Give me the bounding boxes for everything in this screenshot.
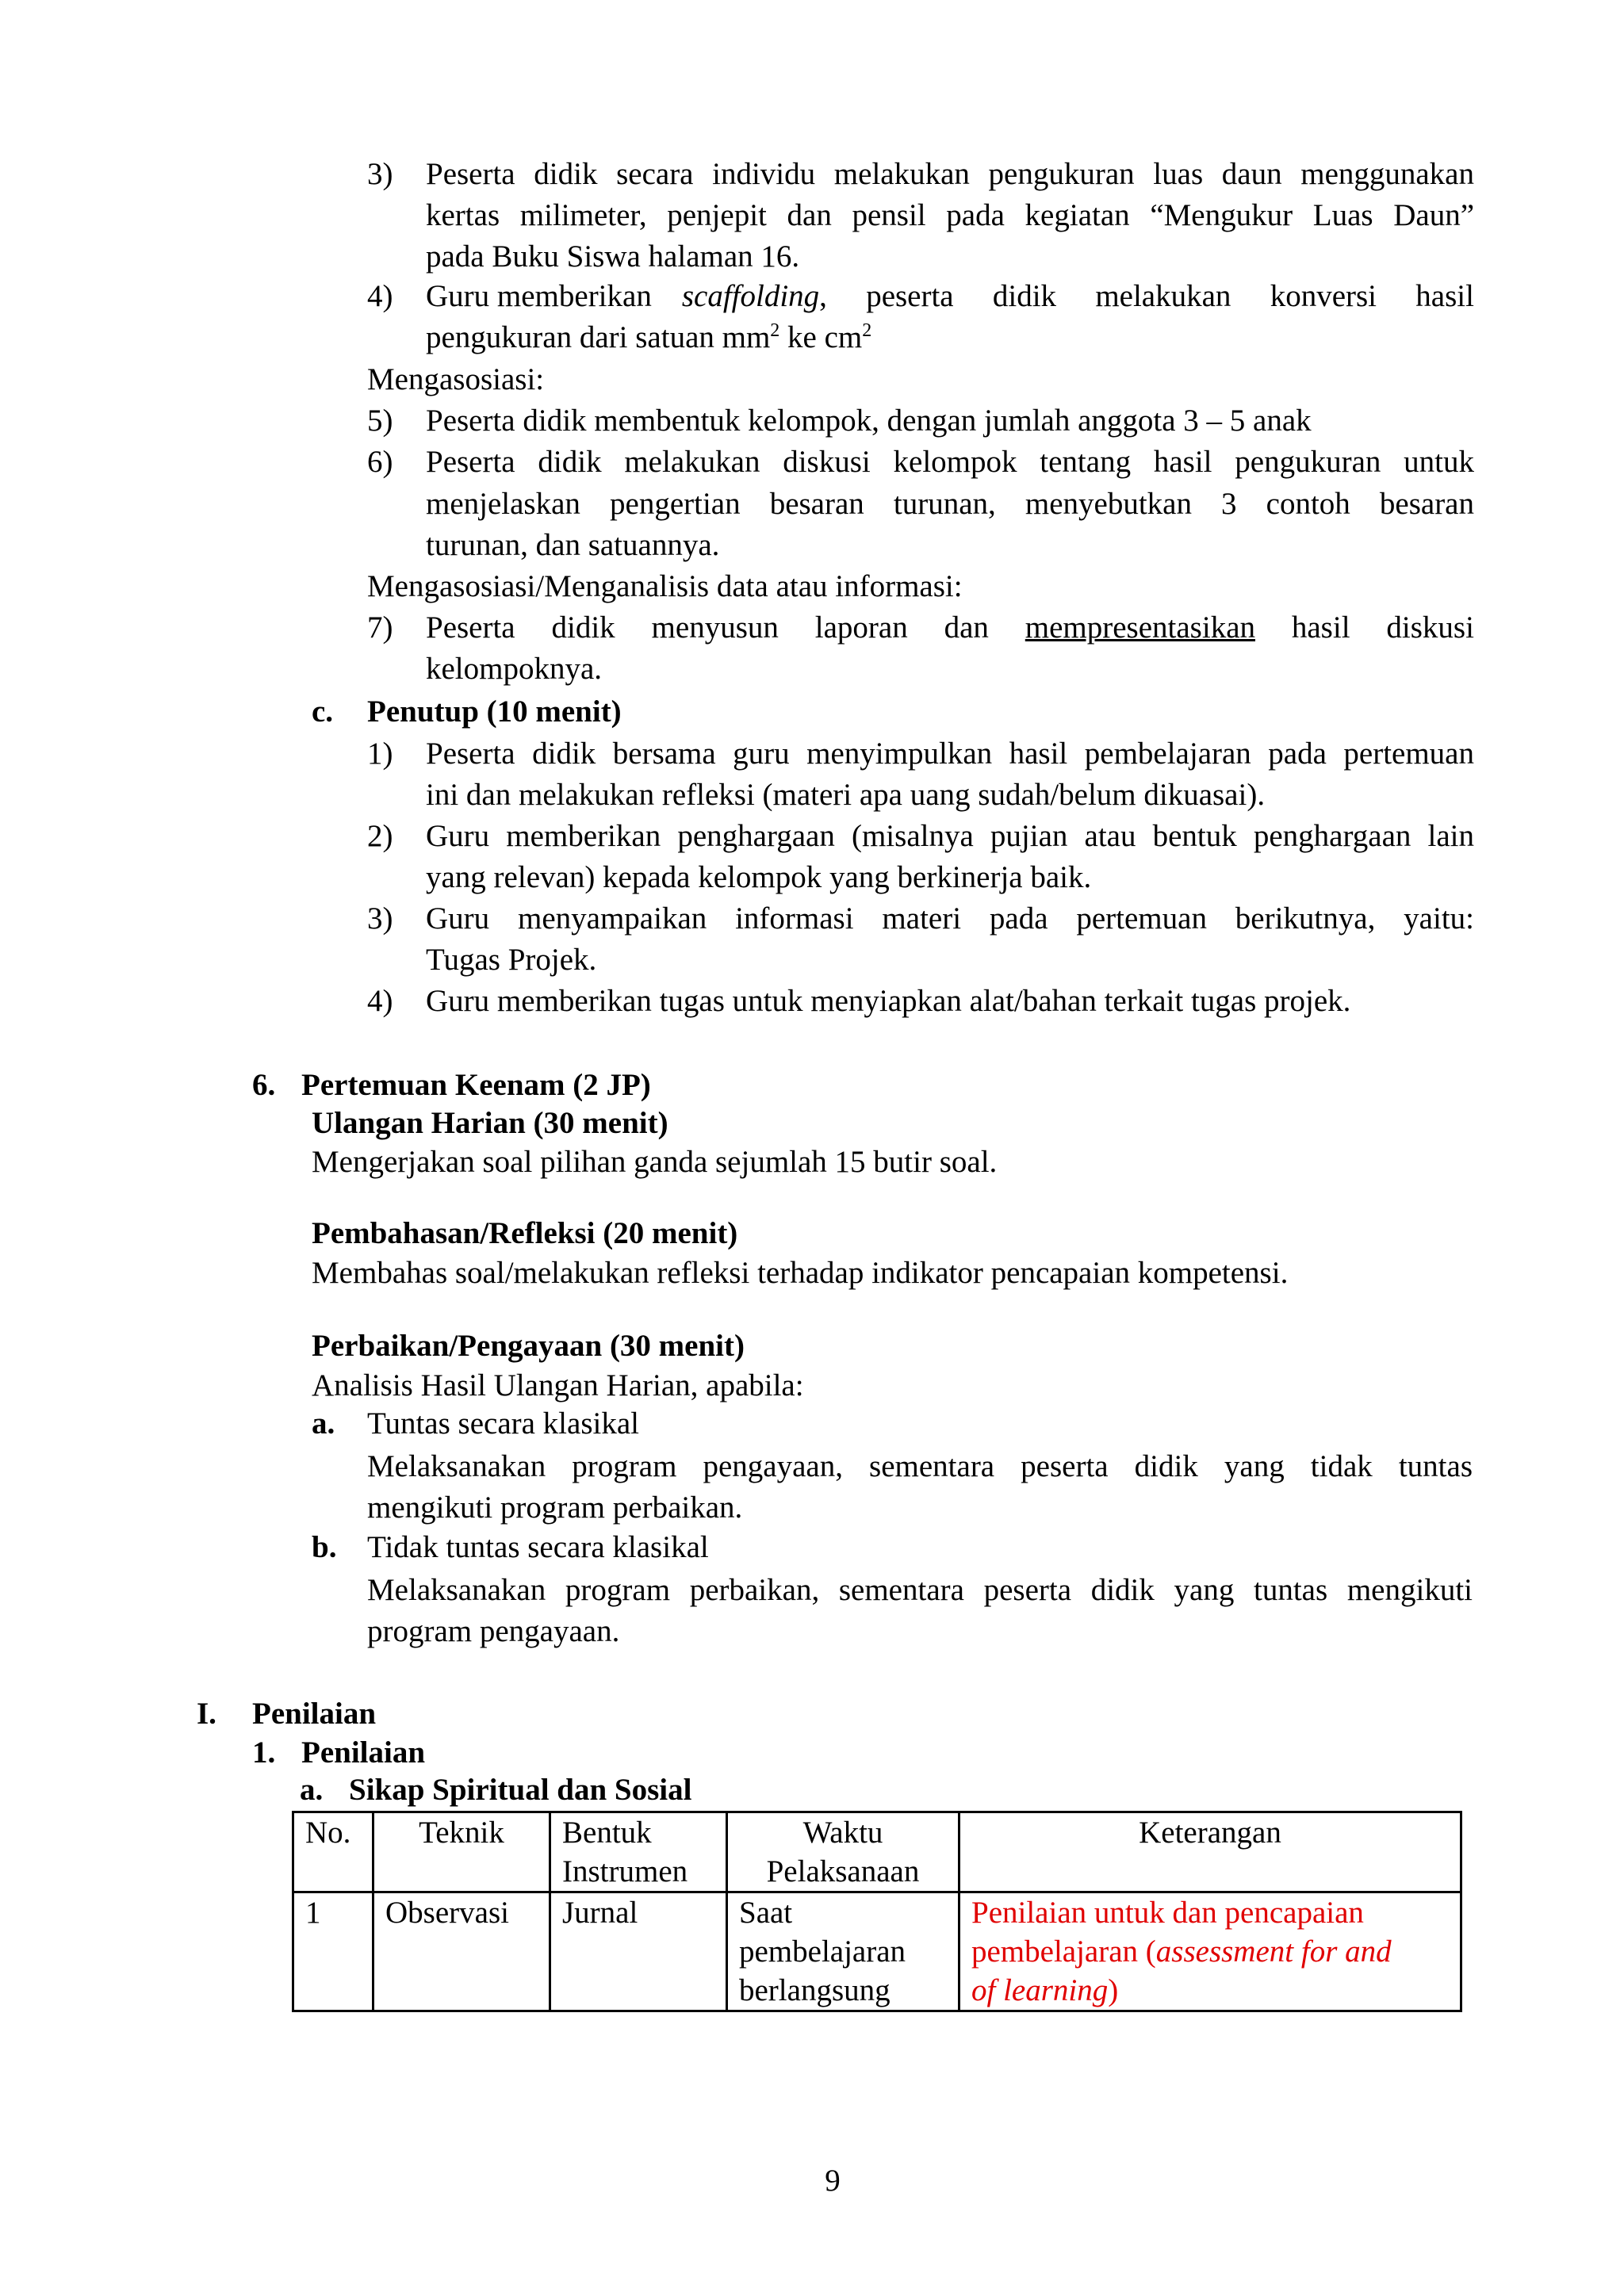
perbaikan-title: Perbaikan/Pengayaan (30 menit)	[312, 1329, 745, 1363]
item4-hasil: hasil	[1415, 279, 1474, 313]
option-b-line2: program pengayaan.	[367, 1614, 620, 1648]
item3-line2: kertas milimeter, penjepit dan pensil pada kegiatan “Mengukur Luas Daun”	[426, 198, 1474, 232]
list-number: 3)	[367, 901, 393, 936]
list-number: 3)	[367, 157, 393, 191]
pembahasan-text: Membahas soal/melakukan refleksi terhadap indikator pencapaian kompetensi.	[312, 1256, 1289, 1290]
option-b-line1: Melaksanakan program perbaikan, sementara peserta didik yang tuntas mengikuti	[367, 1573, 1473, 1607]
item7-w8: diskusi	[1386, 610, 1474, 645]
subsection-title: Penilaian	[301, 1735, 426, 1770]
option-a-line1: Melaksanakan program pengayaan, sementara peserta didik yang tidak tuntas	[367, 1449, 1473, 1483]
cell-bentuk: Jurnal	[550, 1892, 727, 2011]
option-a-letter: a.	[312, 1406, 335, 1441]
assessment-table	[292, 1811, 1462, 2012]
header-keterangan: Keterangan	[959, 1812, 1461, 1892]
list-number: 4)	[367, 279, 393, 313]
penutup-letter: c.	[312, 695, 334, 729]
item6-line2: menjelaskan pengertian besaran turunan, menyebutkan 3 contoh besaran	[426, 487, 1474, 521]
item7-w4: laporan	[814, 610, 908, 645]
header-no: No.	[293, 1812, 373, 1892]
option-b-letter: b.	[312, 1530, 337, 1564]
list-number: 1)	[367, 737, 393, 771]
penutup-item1-line2: ini dan melakukan refleksi (materi apa uang sudah/belum dikuasai).	[426, 778, 1266, 812]
item7-line2: kelompoknya.	[426, 652, 603, 686]
item3-line1: Peserta didik secara individu melakukan pengukuran luas daun menggunakan	[426, 157, 1474, 191]
item7-underlined: mempresentasikan	[1025, 610, 1255, 645]
penutup-item1-line1: Peserta didik bersama guru menyimpulkan hasil pembelajaran pada pertemuan	[426, 737, 1474, 771]
meeting6-num: 6.	[252, 1068, 276, 1102]
item6-line3: turunan, dan satuannya.	[426, 528, 720, 562]
section-roman: I.	[197, 1697, 216, 1731]
penutup-item2-line1: Guru memberikan penghargaan (misalnya pujian atau bentuk penghargaan lain	[426, 819, 1474, 853]
item7-w3: menyusun	[651, 610, 779, 645]
header-waktu: Waktu Pelaksanaan	[727, 1812, 959, 1892]
item4-line2-pre: pengukuran dari satuan mm	[426, 320, 771, 354]
item7-w2: didik	[551, 610, 615, 645]
cell-waktu: Saat pembelajaran berlangsung	[727, 1892, 959, 2011]
item4-scaffolding: scaffolding,	[681, 279, 827, 313]
cell-no: 1	[293, 1892, 373, 2011]
heading-menganalisis: Mengasosiasi/Menganalisis data atau informasi:	[367, 569, 963, 603]
item4-line2-mid: ke cm	[779, 320, 863, 354]
table-header-row	[293, 1812, 1461, 1892]
ulangan-text: Mengerjakan soal pilihan ganda sejumlah 15 butir soal.	[312, 1145, 998, 1179]
penutup-title: Penutup (10 menit)	[367, 695, 622, 729]
list-number: 4)	[367, 984, 393, 1018]
penutup-item2-line2: yang relevan) kepada kelompok yang berkinerja baik.	[426, 860, 1092, 894]
item4-didik: didik	[992, 279, 1057, 313]
option-b-title: Tidak tuntas secara klasikal	[367, 1530, 709, 1564]
list-number: 7)	[367, 610, 393, 645]
penutup-item3-line1: Guru menyampaikan informasi materi pada pertemuan berikutnya, yaitu:	[426, 901, 1474, 936]
subsubsection-letter: a.	[300, 1773, 324, 1807]
option-a-line2: mengikuti program perbaikan.	[367, 1490, 743, 1525]
item7-w7: hasil	[1291, 610, 1350, 645]
heading-mengasosiasi: Mengasosiasi:	[367, 362, 545, 396]
item7-w5: dan	[944, 610, 989, 645]
item7-line1	[426, 607, 1474, 649]
option-a-title: Tuntas secara klasikal	[367, 1406, 639, 1441]
cell-keterangan: Penilaian untuk dan pencapaian pembelajaran (assessment for and of learning)	[959, 1892, 1461, 2011]
header-bentuk: Bentuk Instrumen	[550, 1812, 727, 1892]
perbaikan-intro: Analisis Hasil Ulangan Harian, apabila:	[312, 1368, 804, 1402]
item6-line1: Peserta didik melakukan diskusi kelompok tentang hasil pengukuran untuk	[426, 445, 1474, 479]
item4-konversi: konversi	[1270, 279, 1377, 313]
item7-w1: Peserta	[426, 610, 515, 645]
item4-text-b	[652, 276, 1474, 317]
subsection-num: 1.	[252, 1735, 276, 1770]
item5-text: Peserta didik membentuk kelompok, dengan jumlah anggota 3 – 5 anak	[426, 404, 1312, 438]
ulangan-title: Ulangan Harian (30 menit)	[312, 1106, 668, 1140]
cell-teknik: Observasi	[373, 1892, 550, 2011]
section-title: Penilaian	[252, 1697, 377, 1731]
item4-melakukan: melakukan	[1095, 279, 1231, 313]
meeting6-title: Pertemuan Keenam (2 JP)	[301, 1068, 651, 1102]
item4-text-a: Guru memberikan	[426, 279, 652, 313]
superscript: 2	[862, 320, 872, 341]
page-number: 9	[825, 2164, 841, 2198]
table-row	[293, 1892, 1461, 2011]
item4-peserta: peserta	[866, 279, 954, 313]
penutup-item3-line2: Tugas Projek.	[426, 943, 597, 977]
pembahasan-title: Pembahasan/Refleksi (20 menit)	[312, 1216, 738, 1250]
list-number: 2)	[367, 819, 393, 853]
item4-line1	[426, 276, 1474, 317]
item4-line2	[426, 317, 871, 358]
subsubsection-title: Sikap Spiritual dan Sosial	[349, 1773, 692, 1807]
item3-line3: pada Buku Siswa halaman 16.	[426, 239, 800, 274]
list-number: 5)	[367, 404, 393, 438]
header-teknik: Teknik	[373, 1812, 550, 1892]
list-number: 6)	[367, 445, 393, 479]
penutup-item4-line1: Guru memberikan tugas untuk menyiapkan alat/bahan terkait tugas projek.	[426, 984, 1351, 1018]
superscript: 2	[770, 320, 780, 341]
